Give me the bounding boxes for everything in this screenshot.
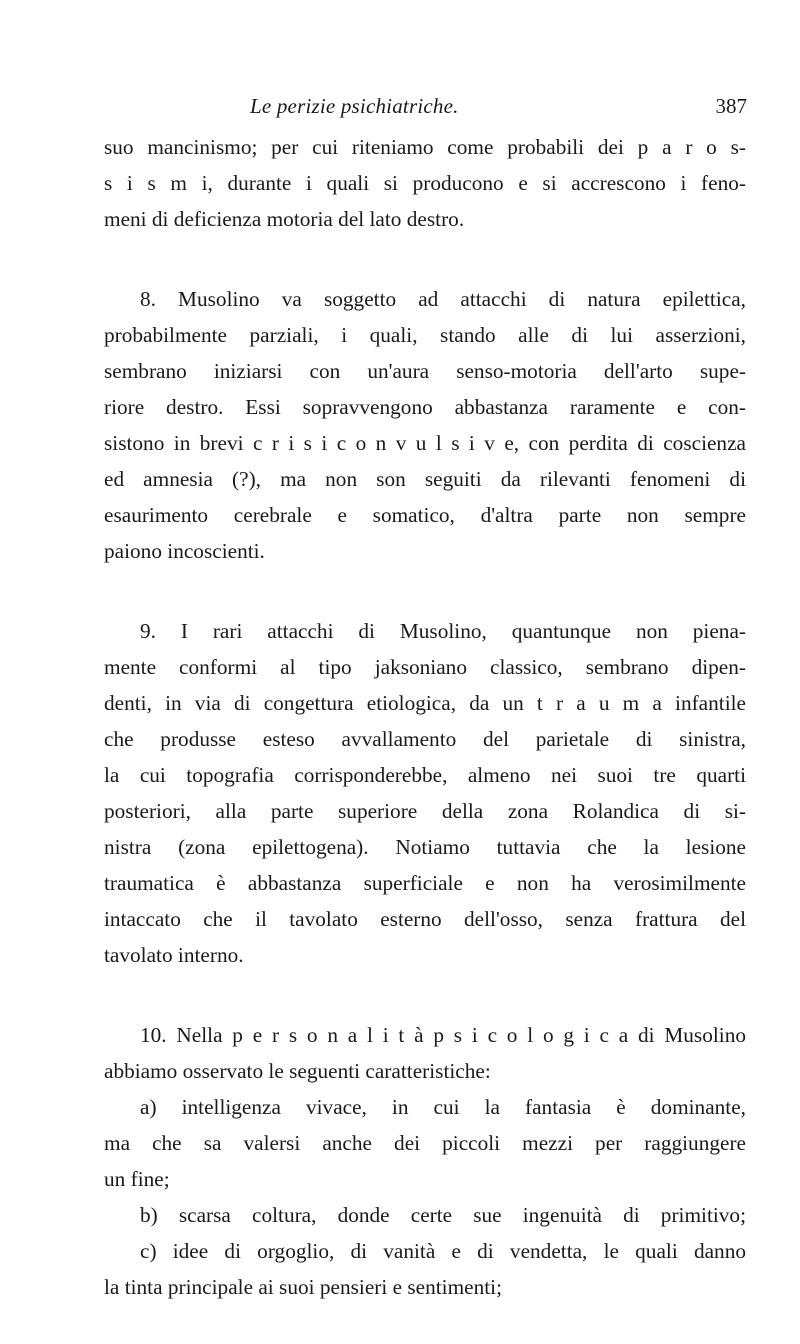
text-line: mente conformi al tipo jaksoniano classico, sembrano dipen- (104, 655, 746, 679)
text-line: suo mancinismo; per cui riteniamo come probabili dei p a r o s- (104, 135, 746, 159)
text-line: denti, in via di congettura etiologica, da un t r a u m a infantile (104, 691, 746, 715)
running-title: Le perizie psichiatriche. (250, 94, 459, 118)
text-line: posteriori, alla parte superiore della zona Rolandica di si- (104, 799, 746, 823)
text-line: traumatica è abbastanza superficiale e non ha verosimilmente (104, 871, 746, 895)
text-line: s i s m i, durante i quali si producono e si accrescono i feno- (104, 171, 746, 195)
page-header (0, 94, 800, 124)
text-line: che produsse esteso avvallamento del parietale di sinistra, (104, 727, 746, 751)
text-line: la cui topografia corrisponderebbe, almeno nei suoi tre quarti (104, 763, 746, 787)
text-line: un fine; (104, 1167, 170, 1191)
text-line: sembrano iniziarsi con un'aura senso-motoria dell'arto supe- (104, 359, 746, 383)
text-line: tavolato interno. (104, 943, 244, 967)
text-line: ed amnesia (?), ma non son seguiti da rilevanti fenomeni di (104, 467, 746, 491)
list-item-b: b) scarsa coltura, donde certe sue ingenuità di primitivo; (140, 1203, 746, 1227)
text-line: abbiamo osservato le seguenti caratteristiche: (104, 1059, 491, 1083)
text-line: nistra (zona epilettogena). Notiamo tuttavia che la lesione (104, 835, 746, 859)
text-line: paiono incoscienti. (104, 539, 265, 563)
text-line: la tinta principale ai suoi pensieri e sentimenti; (104, 1275, 503, 1299)
text-line: sistono in brevi c r i s i c o n v u l s i v e, con perdita di coscienza (104, 431, 746, 455)
text-line: probabilmente parziali, i quali, stando alle di lui asserzioni, (104, 323, 746, 347)
text-line: intaccato che il tavolato esterno dell'osso, senza frattura del (104, 907, 746, 931)
paragraph-start-line: 9. I rari attacchi di Musolino, quantunque non piena- (140, 619, 746, 643)
text-line: ma che sa valersi anche dei piccoli mezzi per raggiungere (104, 1131, 746, 1155)
list-item-c: c) idee di orgoglio, di vanità e di vendetta, le quali danno (140, 1239, 746, 1263)
text-line: riore destro. Essi sopravvengono abbastanza raramente e con- (104, 395, 746, 419)
paragraph-start-line: 8. Musolino va soggetto ad attacchi di natura epilettica, (140, 287, 746, 311)
list-item-a: a) intelligenza vivace, in cui la fantasia è dominante, (140, 1095, 746, 1119)
text-line: esaurimento cerebrale e somatico, d'altra parte non sempre (104, 503, 746, 527)
text-line: meni di deficienza motoria del lato destro. (104, 207, 465, 231)
page-number: 387 (715, 94, 747, 118)
paragraph-start-line: 10. Nella p e r s o n a l i t à p s i c o l o g i c a di Musolino (140, 1023, 746, 1047)
